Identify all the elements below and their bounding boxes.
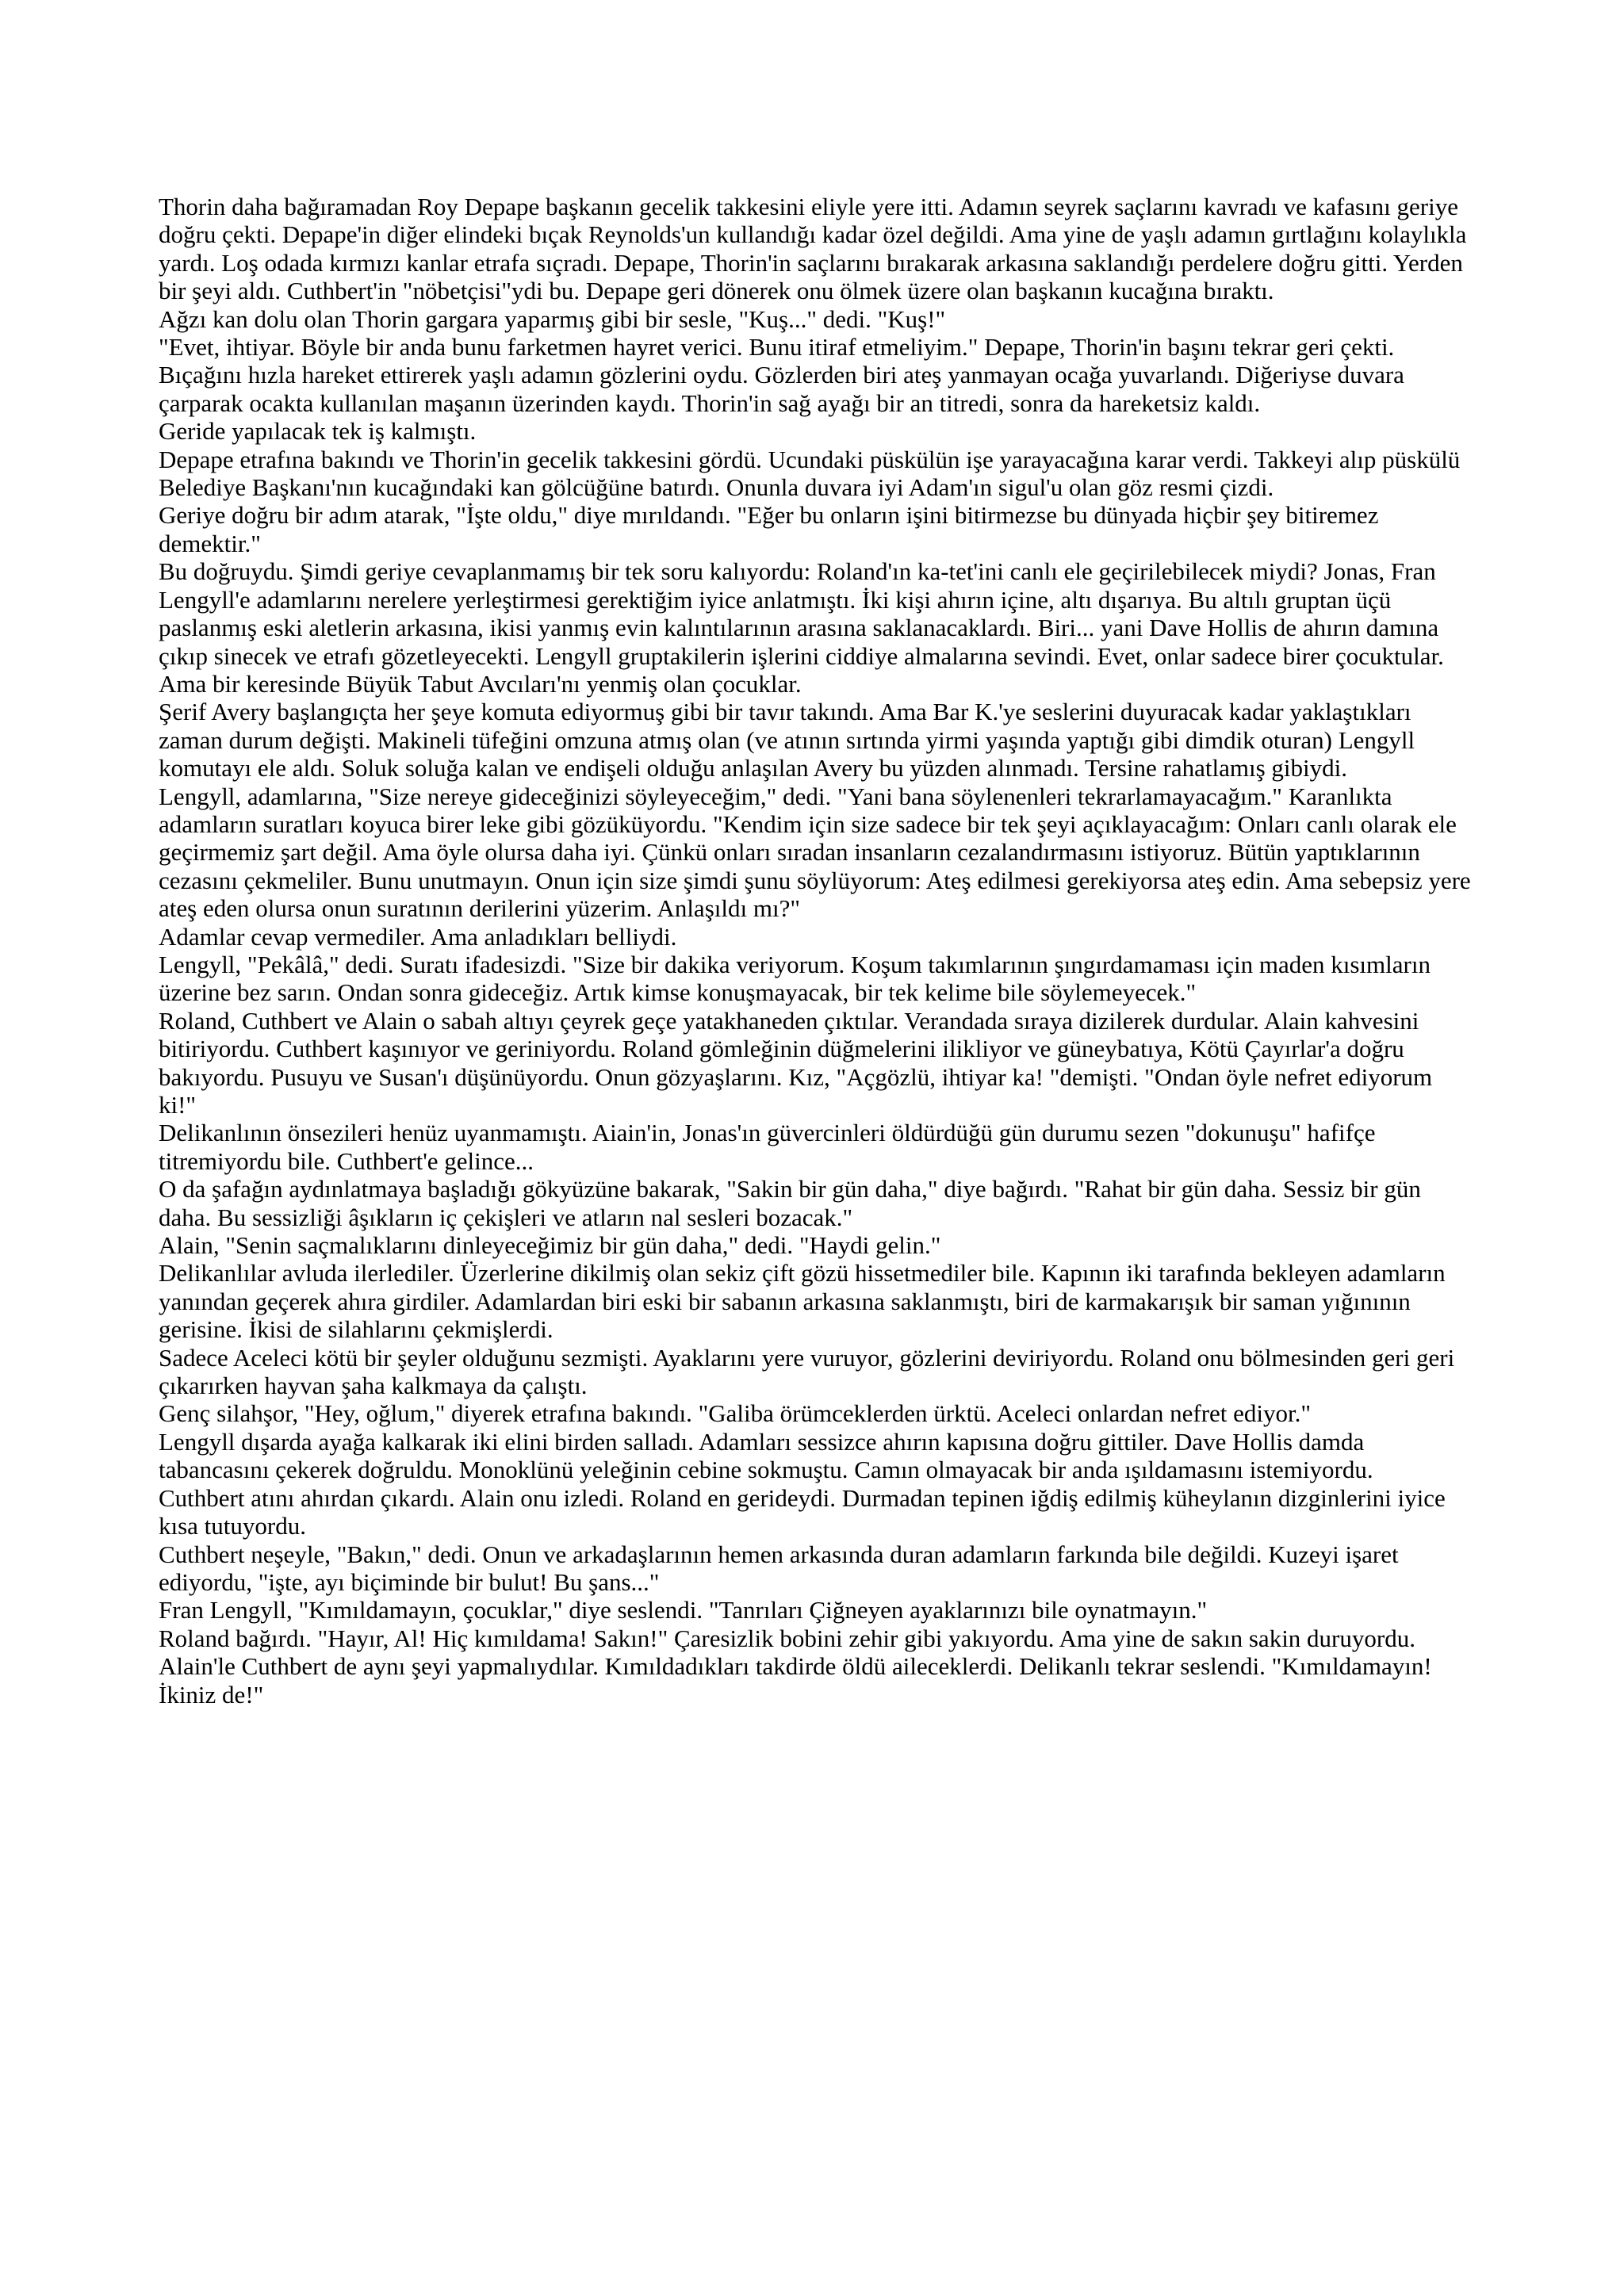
paragraph: Lengyll, "Pekâlâ," dedi. Suratı ifadesizdi. "Size bir dakika veriyorum. Koşum takımlarının şıngırdamaması için maden kısımların üzerine bez sarın. Ondan sonra gideceğiz. Artık kimse konuşmayacak, bir tek kelime bile söylemeyecek."	[159, 950, 1431, 1007]
paragraph: "Evet, ihtiyar. Böyle bir anda bunu farketmen hayret verici. Bunu itiraf etmeliyim." Depape, Thorin'in başını tekrar geri çekti. Bıçağını hızla hareket ettirerek yaşlı adamın gözlerini oydu. Gözlerden biri ateş yanmayan ocağa yuvarlandı. Diğeriyse duvara çarparak ocakta kullanılan maşanın üzerinden kaydı. Thorin'in sağ ayağı bir an titredi, sonra da hareketsiz kaldı.	[159, 333, 1404, 417]
paragraph: Ağzı kan dolu olan Thorin gargara yaparmış gibi bir sesle, "Kuş..." dedi. "Kuş!"	[159, 304, 946, 333]
paragraph: Geride yapılacak tek iş kalmıştı.	[159, 417, 477, 446]
paragraph: Genç silahşor, "Hey, oğlum," diyerek etrafına bakındı. "Galiba örümceklerden ürktü. Aceleci onlardan nefret ediyor."	[159, 1399, 1312, 1428]
paragraph: Roland bağırdı. "Hayır, Al! Hiç kımıldama! Sakın!" Çaresizlik bobini zehir gibi yakıyordu. Ama yine de sakın sakin duruyordu. Alain'le Cuthbert de aynı şeyi yapmalıydılar. Kımıldadıkları takdirde öldü aileceklerdi. Delikanlı tekrar seslendi. "Kımıldamayın! İkiniz de!"	[159, 1624, 1432, 1709]
paragraph: Şerif Avery başlangıçta her şeye komuta ediyormuş gibi bir tavır takındı. Ama Bar K.'ye seslerini duyuracak kadar yaklaştıkları zaman durum değişti. Makineli tüfeğini omzuna atmış olan (ve atının sırtında yirmi yaşında yaptığı gibi dimdik oturan) Lengyll komutayı ele aldı. Soluk soluğa kalan ve endişeli olduğu anlaşılan Avery bu yüzden alınmadı. Tersine rahatlamış gibiydi.	[159, 698, 1415, 783]
paragraph: O da şafağın aydınlatmaya başladığı gökyüzüne bakarak, "Sakin bir gün daha," diye bağırdı. "Rahat bir gün daha. Sessiz bir gün daha. Bu sessizliği âşıkların iç çekişleri ve atların nal sesleri bozacak."	[159, 1175, 1421, 1231]
paragraph: Depape etrafına bakındı ve Thorin'in gecelik takkesini gördü. Ucundaki püskülün işe yarayacağına karar verdi. Takkeyi alıp püskülü Belediye Başkanı'nın kucağındaki kan gölcüğüne batırdı. Onunla duvara iyi Adam'ın sigul'u olan göz resmi çizdi.	[159, 445, 1461, 502]
paragraph: Lengyll, adamlarına, "Size nereye gideceğinizi söyleyeceğim," dedi. "Yani bana söylenenleri tekrarlamayacağım." Karanlıkta adamların suratları koyuca birer leke gibi gözüküyordu. "Kendim için size sadece bir tek şeyi açıklayacağım: Onları canlı olarak ele geçirmemiz şart değil. Ama öyle olursa daha iyi. Çünkü onları sıradan insanların cezalandırmasını istiyoruz. Bütün yaptıklarının cezasını çekmeliler. Bunu unutmayın. Onun için size şimdi şunu söylüyorum: Ateş edilmesi gerekiyorsa ateş edin. Ama sebepsiz yere ateş eden olursa onun suratının derilerini yüzerim. Anlaşıldı mı?"	[159, 782, 1471, 923]
paragraph: Cuthbert neşeyle, "Bakın," dedi. Onun ve arkadaşlarının hemen arkasında duran adamların farkında bile değildi. Kuzeyi işaret ediyordu, "işte, ayı biçiminde bir bulut! Bu şans..."	[159, 1540, 1399, 1596]
paragraph: Bu doğruydu. Şimdi geriye cevaplanmamış bir tek soru kalıyordu: Roland'ın ka-tet'ini canlı ele geçirilebilecek miydi? Jonas, Fran Lengyll'e adamlarını nerelere yerleştirmesi gerektiğim iyice anlatmıştı. İki kişi ahırın içine, altı dışarıya. Bu altılı gruptan üçü paslanmış eski aletlerin arkasına, ikisi yanmış evin kalıntılarının arasına saklanacaklardı. Biri... yani Dave Hollis de ahırın damına çıkıp sinecek ve etrafı gözetleyecekti. Lengyll gruptakilerin işlerini ciddiye almalarına sevindi. Evet, onlar sadece birer çocuktular. Ama bir keresinde Büyük Tabut Avcıları'nı yenmiş olan çocuklar.	[159, 557, 1444, 698]
paragraph: Sadece Aceleci kötü bir şeyler olduğunu sezmişti. Ayaklarını yere vuruyor, gözlerini deviriyordu. Roland onu bölmesinden geri geri çıkarırken hayvan şaha kalkmaya da çalıştı.	[159, 1343, 1455, 1400]
paragraph: Fran Lengyll, "Kımıldamayın, çocuklar," diye seslendi. "Tanrıları Çiğneyen ayaklarınızı bile oynatmayın."	[159, 1596, 1208, 1624]
paragraph: Lengyll dışarda ayağa kalkarak iki elini birden salladı. Adamları sessizce ahırın kapısına doğru gittiler. Dave Hollis damda tabancasını çekerek doğruldu. Monoklünü yeleğinin cebine sokmuştu. Camın olmayacak bir anda ışıldamasını istemiyordu.	[159, 1427, 1373, 1484]
document-body	[159, 193, 1475, 1709]
paragraph: Alain, "Senin saçmalıklarını dinleyeceğimiz bir gün daha," dedi. "Haydi gelin."	[159, 1231, 941, 1260]
paragraph: Roland, Cuthbert ve Alain o sabah altıyı çeyrek geçe yatakhaneden çıktılar. Verandada sıraya dizilerek durdular. Alain kahvesini bitiriyordu. Cuthbert kaşınıyor ve geriniyordu. Roland gömleğinin düğmelerini ilikliyor ve güneybatıya, Kötü Çayırlar'a doğru bakıyordu. Pusuyu ve Susan'ı düşünüyordu. Onun gözyaşlarını. Kız, "Açgözlü, ihtiyar ka! "demişti. "Ondan öyle nefret ediyorum ki!"	[159, 1006, 1433, 1119]
paragraph: Thorin daha bağıramadan Roy Depape başkanın gecelik takkesini eliyle yere itti. Adamın seyrek saçlarını kavradı ve kafasını geriye doğru çekti. Depape'in diğer elindeki bıçak Reynolds'un kullandığı kadar özel değildi. Ama yine de yaşlı adamın gırtlağını kolaylıkla yardı. Loş odada kırmızı kanlar etrafa sıçradı. Depape, Thorin'in saçlarını bırakarak arkasına saklandığı perdelere doğru gitti. Yerden bir şeyi aldı. Cuthbert'in "nöbetçisi"ydi bu. Depape geri dönerek onu ölmek üzere olan başkanın kucağına bıraktı.	[159, 193, 1467, 305]
paragraph: Cuthbert atını ahırdan çıkardı. Alain onu izledi. Roland en gerideydi. Durmadan tepinen iğdiş edilmiş küheylanın dizginlerini iyice kısa tutuyordu.	[159, 1483, 1446, 1540]
paragraph: Geriye doğru bir adım atarak, "İşte oldu," diye mırıldandı. "Eğer bu onların işini bitirmezse bu dünyada hiçbir şey bitiremez demektir."	[159, 501, 1379, 557]
paragraph: Delikanlılar avluda ilerlediler. Üzerlerine dikilmiş olan sekiz çift gözü hissetmediler bile. Kapının iki tarafında bekleyen adamların yanından geçerek ahıra girdiler. Adamlardan biri eski bir sabanın arkasına saklanmıştı, biri de karmakarışık bir saman yığınının gerisine. İkisi de silahlarını çekmişlerdi.	[159, 1259, 1446, 1344]
paragraph: Delikanlının önsezileri henüz uyanmamıştı. Aiain'in, Jonas'ın güvercinleri öldürdüğü gün durumu sezen "dokunuşu" hafifçe titremiyordu bile. Cuthbert'e gelince...	[159, 1119, 1376, 1175]
paragraph: Adamlar cevap vermediler. Ama anladıkları belliydi.	[159, 922, 677, 951]
